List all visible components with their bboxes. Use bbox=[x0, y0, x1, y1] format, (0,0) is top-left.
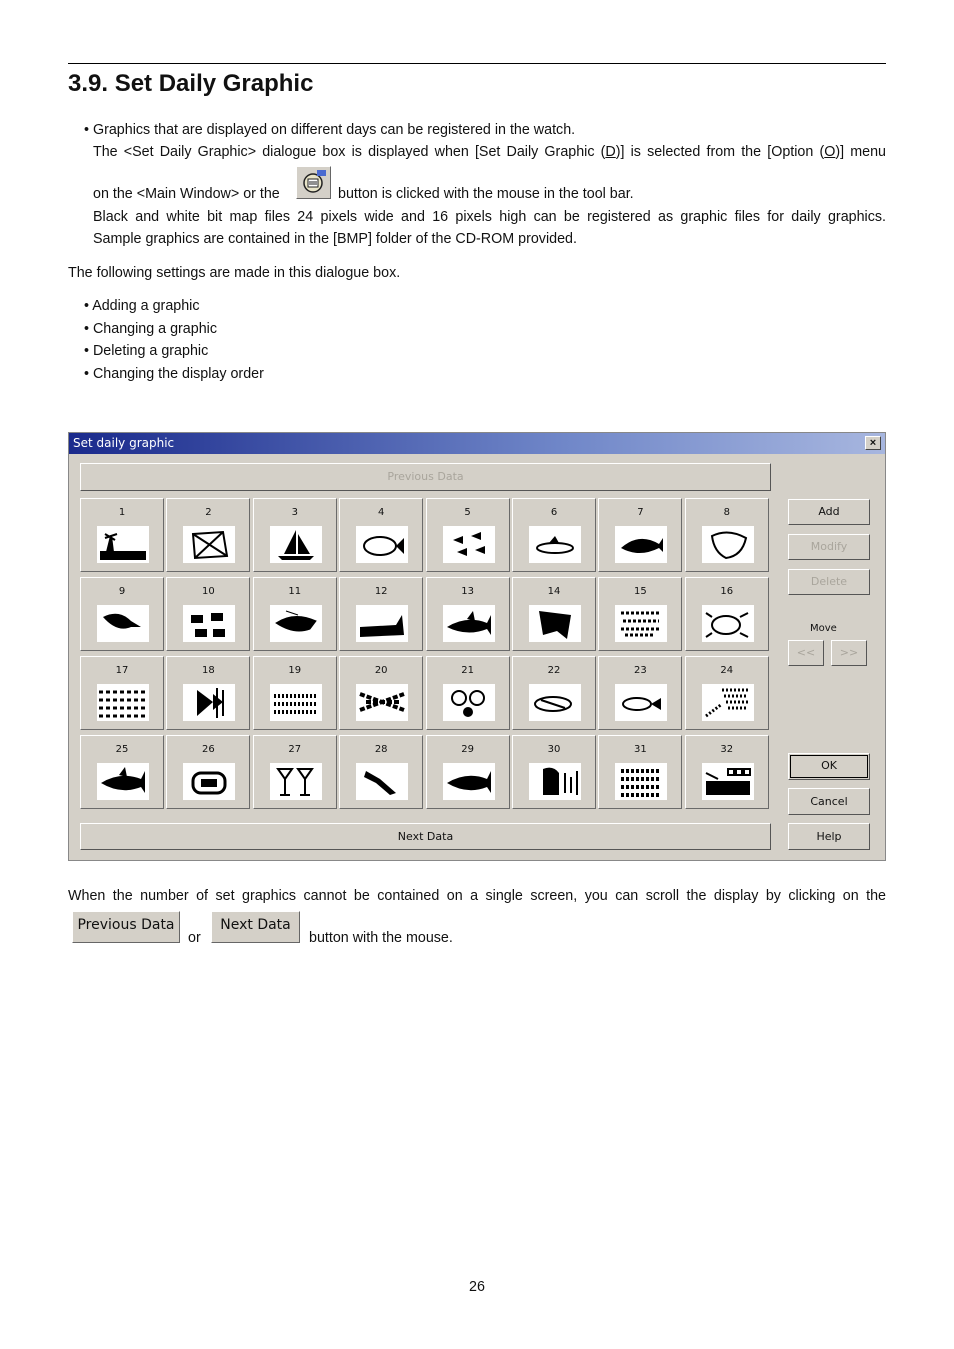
graphic-bitmap-icon bbox=[529, 684, 581, 721]
graphic-bitmap-icon bbox=[356, 684, 408, 721]
graphic-cell[interactable] bbox=[339, 577, 423, 651]
intro-line-3b: button is clicked with the mouse in the tool bar. bbox=[338, 186, 634, 202]
graphic-bitmap-icon bbox=[615, 684, 667, 721]
graphic-cell-number: 19 bbox=[288, 665, 302, 676]
graphic-cell[interactable] bbox=[166, 577, 250, 651]
add-button[interactable]: Add bbox=[788, 499, 870, 525]
settings-list bbox=[84, 297, 264, 387]
footer-or: or bbox=[188, 930, 201, 946]
graphic-cell[interactable] bbox=[166, 735, 250, 809]
graphic-cell-number: 5 bbox=[464, 507, 471, 518]
top-rule bbox=[68, 63, 886, 64]
graphic-cell-number: 26 bbox=[202, 744, 215, 755]
graphic-cell[interactable] bbox=[253, 577, 337, 651]
graphic-cell[interactable] bbox=[80, 735, 164, 809]
graphic-cell-number: 16 bbox=[720, 586, 734, 597]
graphic-cell-number: 3 bbox=[291, 507, 298, 518]
graphic-cell[interactable] bbox=[685, 498, 769, 572]
intro-line-4: Black and white bit map files 24 pixels wide and 16 pixels high can be registered as graphic files for daily graphics. bbox=[93, 209, 886, 225]
next-data-button[interactable]: Next Data bbox=[80, 823, 771, 850]
graphic-bitmap-icon bbox=[183, 526, 235, 563]
graphic-cell-number: 21 bbox=[461, 665, 474, 676]
close-icon[interactable]: × bbox=[865, 436, 881, 450]
help-button[interactable]: Help bbox=[788, 823, 870, 850]
modify-button[interactable]: Modify bbox=[788, 534, 870, 560]
list-item: • Changing a graphic bbox=[84, 320, 217, 337]
graphic-bitmap-icon bbox=[97, 526, 149, 563]
graphic-bitmap-icon bbox=[270, 526, 322, 563]
graphic-cell-number: 18 bbox=[202, 665, 215, 676]
graphic-bitmap-icon bbox=[529, 526, 581, 563]
dialog-title: Set daily graphic bbox=[73, 436, 175, 450]
move-right-button[interactable]: >> bbox=[831, 640, 867, 666]
ok-button[interactable]: OK bbox=[788, 753, 870, 780]
dialog-titlebar bbox=[69, 433, 885, 454]
graphic-cell-number: 4 bbox=[378, 507, 385, 518]
graphic-cell-number: 29 bbox=[461, 744, 474, 755]
footer-tail: button with the mouse. bbox=[309, 930, 453, 946]
graphic-cell-number: 1 bbox=[118, 507, 126, 518]
graphic-cell-number: 8 bbox=[723, 507, 730, 518]
graphic-bitmap-icon bbox=[443, 605, 495, 642]
graphic-cell-number: 31 bbox=[634, 744, 647, 755]
graphic-cell-number: 22 bbox=[547, 665, 561, 676]
graphic-cell[interactable] bbox=[80, 656, 164, 730]
graphic-cell[interactable] bbox=[253, 498, 337, 572]
graphic-cell-number: 25 bbox=[115, 744, 129, 755]
set-daily-graphic-dialog bbox=[68, 432, 886, 861]
graphic-bitmap-icon bbox=[615, 605, 667, 642]
graphic-bitmap-icon bbox=[356, 605, 408, 642]
graphic-bitmap-icon bbox=[443, 684, 495, 721]
graphic-bitmap-icon bbox=[702, 526, 754, 563]
next-data-inline-button: Next Data bbox=[211, 911, 300, 943]
graphic-bitmap-icon bbox=[443, 526, 495, 563]
graphic-cell[interactable] bbox=[685, 656, 769, 730]
delete-button[interactable]: Delete bbox=[788, 569, 870, 595]
previous-data-button[interactable]: Previous Data bbox=[80, 463, 771, 491]
graphic-bitmap-icon bbox=[183, 763, 235, 800]
graphic-bitmap-icon bbox=[702, 763, 754, 800]
graphic-cell-number: 7 bbox=[637, 507, 644, 518]
graphic-grid bbox=[80, 498, 770, 811]
graphic-cell[interactable] bbox=[253, 656, 337, 730]
graphic-cell-number: 12 bbox=[374, 586, 388, 597]
graphic-cell[interactable] bbox=[512, 577, 596, 651]
graphic-cell[interactable] bbox=[80, 498, 164, 572]
graphic-bitmap-icon bbox=[183, 605, 235, 642]
graphic-bitmap-icon bbox=[702, 684, 754, 721]
graphic-cell[interactable] bbox=[166, 656, 250, 730]
graphic-cell-number: 11 bbox=[288, 586, 302, 597]
watch-graphic-icon bbox=[296, 166, 331, 199]
graphic-cell[interactable] bbox=[512, 735, 596, 809]
graphic-bitmap-icon bbox=[270, 605, 322, 642]
graphic-cell-number: 32 bbox=[720, 744, 734, 755]
graphic-cell[interactable] bbox=[598, 498, 682, 572]
graphic-cell-number: 27 bbox=[288, 744, 302, 755]
graphic-cell-number: 28 bbox=[374, 744, 388, 755]
graphic-cell[interactable] bbox=[339, 656, 423, 730]
intro-line-1: • Graphics that are displayed on different days can be registered in the watch. bbox=[84, 122, 576, 138]
graphic-bitmap-icon bbox=[356, 526, 408, 563]
graphic-cell-number: 6 bbox=[550, 507, 558, 518]
move-label: Move bbox=[810, 623, 837, 634]
graphic-cell[interactable] bbox=[253, 735, 337, 809]
footer-line-1: When the number of set graphics cannot be contained on a single screen, you can scroll the display by clicking on the bbox=[68, 888, 886, 904]
graphic-bitmap-icon bbox=[97, 763, 149, 800]
graphic-cell[interactable] bbox=[512, 656, 596, 730]
graphic-bitmap-icon bbox=[97, 605, 149, 642]
graphic-cell-number: 17 bbox=[115, 665, 129, 676]
intro-line-2: The <Set Daily Graphic> dialogue box is displayed when [Set Daily Graphic (D)] is selected from the [Option (O)] menu bbox=[93, 144, 886, 160]
graphic-bitmap-icon bbox=[529, 605, 581, 642]
list-item: • Adding a graphic bbox=[84, 298, 200, 314]
graphic-bitmap-icon bbox=[529, 763, 581, 800]
intro-line-5: Sample graphics are contained in the [BMP] folder of the CD-ROM provided. bbox=[93, 231, 577, 247]
graphic-bitmap-icon bbox=[97, 684, 149, 721]
graphic-bitmap-icon bbox=[443, 763, 495, 800]
graphic-bitmap-icon bbox=[270, 684, 322, 721]
graphic-cell-number: 10 bbox=[202, 586, 215, 597]
graphic-bitmap-icon bbox=[615, 526, 667, 563]
graphic-cell[interactable] bbox=[339, 735, 423, 809]
graphic-cell[interactable] bbox=[598, 656, 682, 730]
graphic-cell-number: 30 bbox=[547, 744, 561, 755]
graphic-cell-number: 9 bbox=[118, 586, 126, 597]
graphic-cell-number: 15 bbox=[634, 586, 647, 597]
list-item: • Changing the display order bbox=[84, 365, 264, 382]
graphic-cell-number: 23 bbox=[634, 665, 647, 676]
graphic-bitmap-icon bbox=[270, 763, 322, 800]
graphic-cell-number: 20 bbox=[374, 665, 388, 676]
graphic-cell[interactable] bbox=[426, 656, 510, 730]
move-left-button[interactable]: << bbox=[788, 640, 824, 666]
list-item: • Deleting a graphic bbox=[84, 343, 209, 360]
settings-intro: The following settings are made in this dialogue box. bbox=[68, 265, 401, 281]
graphic-bitmap-icon bbox=[183, 684, 235, 721]
graphic-cell[interactable] bbox=[685, 577, 769, 651]
graphic-bitmap-icon bbox=[702, 605, 754, 642]
graphic-cell[interactable] bbox=[598, 735, 682, 809]
graphic-cell[interactable] bbox=[598, 577, 682, 651]
intro-line-3a: on the <Main Window> or the bbox=[93, 186, 280, 202]
graphic-bitmap-icon bbox=[615, 763, 667, 800]
previous-data-inline-button: Previous Data bbox=[72, 911, 180, 943]
graphic-cell[interactable] bbox=[426, 498, 510, 572]
graphic-cell[interactable] bbox=[685, 735, 769, 809]
graphic-cell[interactable] bbox=[426, 577, 510, 651]
graphic-cell-number: 24 bbox=[720, 665, 734, 676]
graphic-cell[interactable] bbox=[166, 498, 250, 572]
section-heading: 3.9. Set Daily Graphic bbox=[68, 70, 314, 97]
graphic-cell-number: 2 bbox=[205, 507, 212, 518]
graphic-cell[interactable] bbox=[512, 498, 596, 572]
graphic-cell-number: 13 bbox=[461, 586, 474, 597]
graphic-cell[interactable] bbox=[426, 735, 510, 809]
graphic-cell[interactable] bbox=[339, 498, 423, 572]
graphic-bitmap-icon bbox=[356, 763, 408, 800]
cancel-button[interactable]: Cancel bbox=[788, 788, 870, 815]
graphic-cell[interactable] bbox=[80, 577, 164, 651]
page-number: 26 bbox=[469, 1279, 485, 1295]
graphic-cell-number: 14 bbox=[547, 586, 561, 597]
